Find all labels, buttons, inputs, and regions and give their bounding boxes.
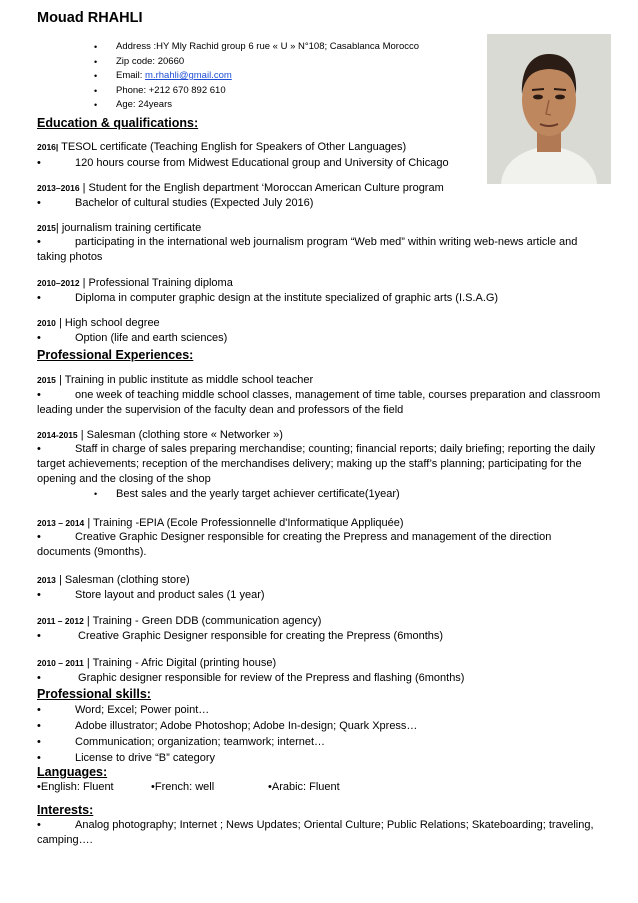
experience-item-title: 2011 – 2012 | Training - Green DDB (communication agency) [37,615,322,627]
interests-text: • Analog photography; Internet ; News Updates; Oriental Culture; Public Relations; Skateboarding; traveling, camping…. [37,819,594,846]
skill-item: • Adobe illustrator; Adobe Photoshop; Adobe In-design; Quark Xpress… [37,720,418,732]
skills-heading: Professional skills: [37,687,151,701]
education-item-title: 2015| journalism training certificate [37,222,202,234]
contact-phone: • Phone: +212 670 892 610 [94,84,226,96]
experience-item-detail: • one week of teaching middle school classes, management of time table, courses preparation and classroom leading under the supervision of the faculty dean and professors of the field [37,389,601,416]
portrait-image [487,34,611,184]
experience-item-detail: • Store layout and product sales (1 year) [37,589,265,601]
experience-heading: Professional Experiences: [37,348,194,362]
experience-item-title: 2015 | Training in public institute as middle school teacher [37,374,314,386]
education-item-detail: • participating in the international web journalism program “Web med” within writing web-news article and taking photos [37,236,578,263]
skill-item: • Word; Excel; Power point… [37,704,210,716]
contact-zip: • Zip code: 20660 [94,55,185,67]
experience-item-detail: • Creative Graphic Designer responsible for creating the Prepress (6months) [37,630,444,642]
experience-item-detail: • Staff in charge of sales preparing merchandise; counting; financial reports; daily briefing; reporting the daily target achievements; reception of the merchandises delivery; making up the staff’s planning; participating for the opening and the closing of the shop [37,443,596,485]
education-item-title: 2016| TESOL certificate (Teaching English for Speakers of Other Languages) [37,141,407,153]
language-french: •French: well [151,781,215,793]
education-item-title: 2010–2012 | Professional Training diploma [37,277,233,289]
experience-item-title: 2013 – 2014 | Training -EPIA (Ecole Professionnelle d'Informatique Appliquée) [37,517,404,529]
cv-name: Mouad RHAHLI [37,10,143,26]
skill-item: • License to drive “B” category [37,752,216,764]
education-item-detail: • 120 hours course from Midwest Educational group and University of Chicago [37,157,449,169]
experience-item-subbullet: • Best sales and the yearly target achiever certificate(1year) [94,488,400,500]
education-item-detail: • Option (life and earth sciences) [37,332,228,344]
languages-heading: Languages: [37,765,108,779]
language-english: •English: Fluent [37,781,114,793]
experience-item-title: 2010 – 2011 | Training - Afric Digital (printing house) [37,657,277,669]
skill-item: • Communication; organization; teamwork; internet… [37,736,326,748]
contact-age: • Age: 24years [94,99,172,110]
interests-heading: Interests: [37,803,94,817]
contact-email: • Email: m.rhahli@gmail.com [94,70,232,81]
contact-list [94,40,419,113]
education-item-detail: • Diploma in computer graphic design at the institute specialized of graphic arts (I.S.A.G) [37,292,499,304]
language-arabic: •Arabic: Fluent [268,781,340,793]
experience-item-detail: • Graphic designer responsible for review of the Prepress and flashing (6months) [37,672,465,684]
experience-item-detail: • Creative Graphic Designer responsible for creating the Prepress and management of the direction documents (9months). [37,531,552,558]
contact-address: • Address :HY Mly Rachid group 6 rue « U » N°108; Casablanca Morocco [94,41,420,52]
experience-item-title: 2014-2015 | Salesman (clothing store « Networker ») [37,429,283,441]
education-item-detail: • Bachelor of cultural studies (Expected July 2016) [37,197,314,209]
experience-item-title: 2013 | Salesman (clothing store) [37,574,190,586]
education-item-title: 2010 | High school degree [37,317,160,329]
email-link[interactable]: m.rhahli@gmail.com [145,70,232,81]
education-item-title: 2013–2016 | Student for the English department ‘Moroccan American Culture program [37,182,444,194]
education-heading: Education & qualifications: [37,116,199,130]
profile-photo [487,34,611,184]
